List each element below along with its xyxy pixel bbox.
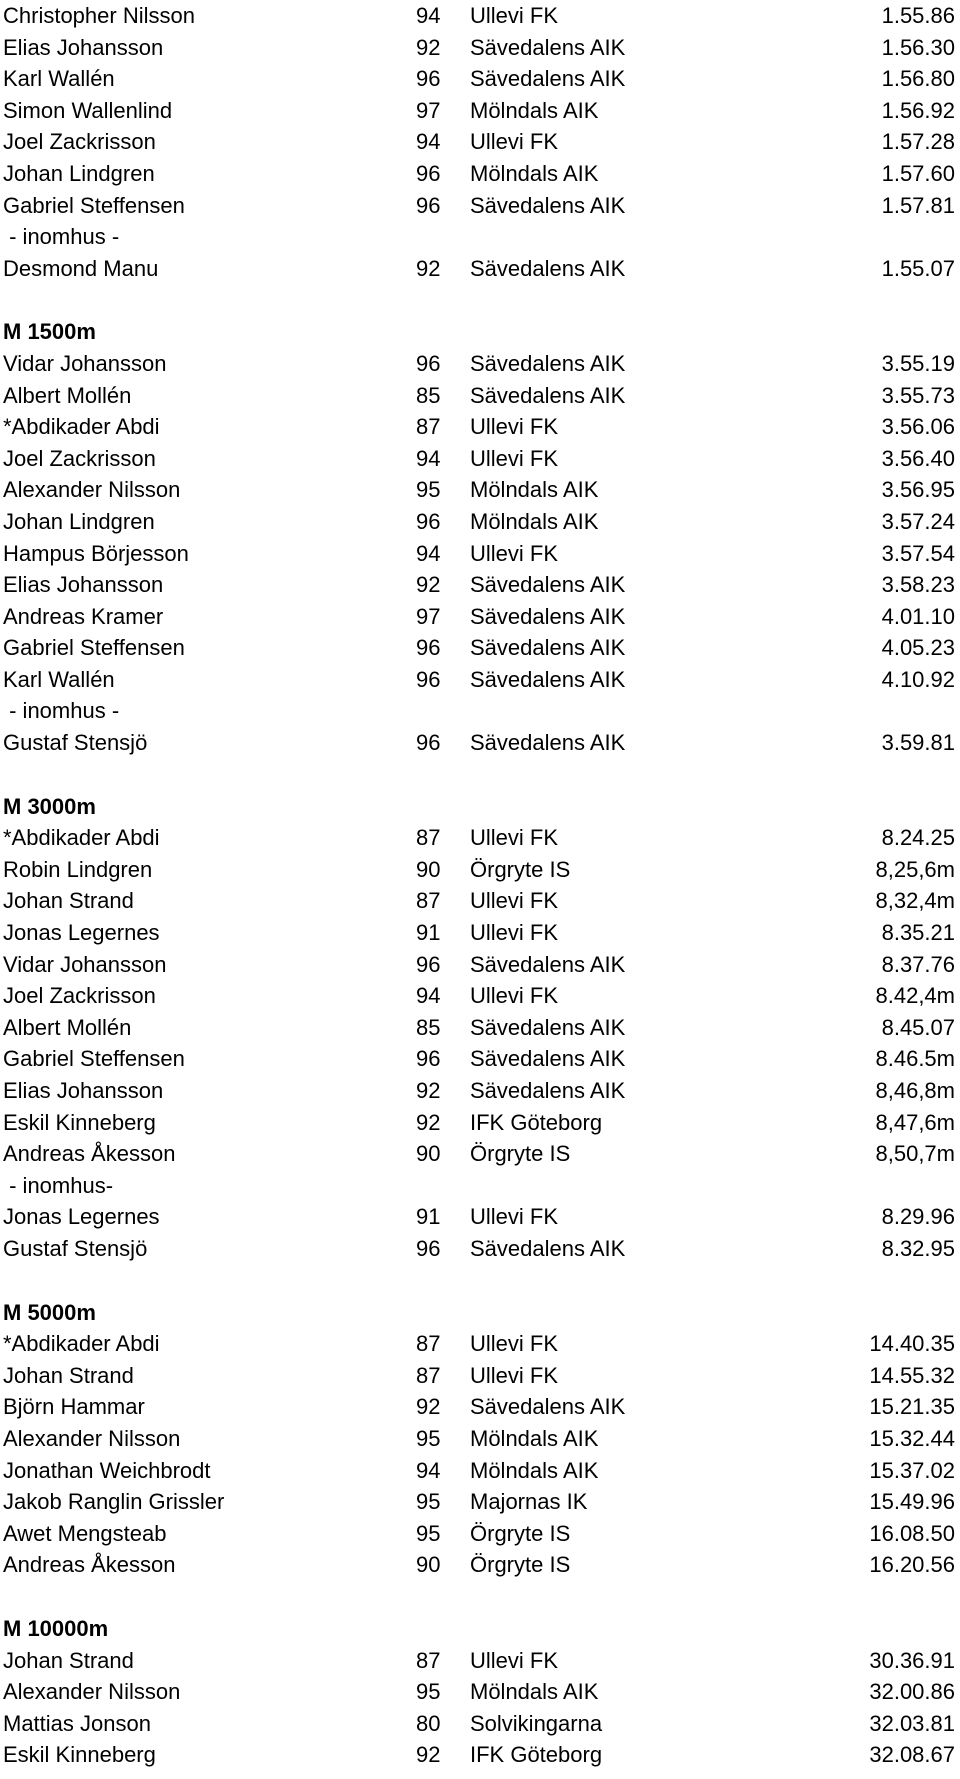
result-time: 8.45.07	[881, 1014, 955, 1040]
birth-year: 96	[416, 635, 441, 661]
result-row	[0, 474, 960, 506]
birth-year: 92	[416, 572, 441, 598]
club-name: Sävedalens AIK	[470, 1014, 626, 1040]
athlete-name: Eskil Kinneberg	[3, 1109, 156, 1135]
result-row	[0, 411, 960, 443]
result-row	[0, 664, 960, 696]
result-time: 8,25,6m	[875, 856, 955, 882]
athlete-name: Mattias Jonson	[3, 1710, 151, 1736]
athlete-name: Gustaf Stensjö	[3, 730, 148, 756]
birth-year: 90	[416, 1552, 441, 1578]
result-time: 15.37.02	[869, 1457, 955, 1483]
club-name: Sävedalens AIK	[470, 572, 626, 598]
result-time: 8.46.5m	[875, 1046, 955, 1072]
result-time: 15.32.44	[869, 1425, 955, 1451]
athlete-name: Johan Lindgren	[3, 160, 155, 186]
result-time: 1.56.92	[881, 97, 955, 123]
result-row	[0, 601, 960, 633]
athlete-name: Alexander Nilsson	[3, 1425, 181, 1451]
athlete-name: Gabriel Steffensen	[3, 635, 185, 661]
result-row	[0, 1708, 960, 1740]
athlete-name: Christopher Nilsson	[3, 3, 195, 28]
result-row	[0, 0, 960, 32]
result-time: 8.35.21	[881, 920, 955, 946]
result-time: 1.57.81	[881, 192, 955, 218]
athlete-name: Andreas Kramer	[3, 603, 164, 629]
result-row	[0, 1043, 960, 1075]
result-row	[0, 1549, 960, 1581]
athlete-name: *Abdikader Abdi	[3, 1331, 160, 1357]
event-heading-label: M 10000m	[3, 1615, 109, 1641]
club-name: Sävedalens AIK	[470, 730, 626, 756]
athlete-name: Johan Strand	[3, 1647, 134, 1673]
result-time: 3.56.95	[881, 477, 955, 503]
athlete-name: Joel Zackrisson	[3, 129, 156, 155]
birth-year: 95	[416, 1425, 441, 1451]
result-row	[0, 569, 960, 601]
club-name: Mölndals AIK	[470, 97, 599, 123]
event-section	[0, 316, 960, 758]
athlete-name: Elias Johansson	[3, 572, 164, 598]
result-row	[0, 1486, 960, 1518]
athlete-name: Andreas Åkesson	[3, 1552, 176, 1578]
club-name: Örgryte IS	[470, 856, 571, 882]
result-time: 32.00.86	[869, 1679, 955, 1705]
event-heading-label: M 3000m	[3, 793, 96, 819]
club-name: Mölndals AIK	[470, 1679, 599, 1705]
result-time: 3.56.06	[881, 414, 955, 440]
club-name: Sävedalens AIK	[470, 1235, 626, 1261]
athlete-name: Awet Mengsteab	[3, 1520, 167, 1546]
athlete-name: *Abdikader Abdi	[3, 825, 160, 851]
birth-year: 95	[416, 1679, 441, 1705]
result-row	[0, 190, 960, 222]
club-name: Ullevi FK	[470, 1647, 559, 1673]
club-name: Solvikingarna	[470, 1710, 603, 1736]
result-time: 3.55.73	[881, 382, 955, 408]
result-row	[0, 1201, 960, 1233]
club-name: Sävedalens AIK	[470, 34, 626, 60]
club-name: Sävedalens AIK	[470, 255, 626, 281]
event-heading	[0, 1297, 960, 1329]
result-row	[0, 854, 960, 886]
club-name: Ullevi FK	[470, 1362, 559, 1388]
birth-year: 87	[416, 888, 441, 914]
athlete-name: Desmond Manu	[3, 255, 159, 281]
result-time: 32.03.81	[869, 1710, 955, 1736]
result-row	[0, 253, 960, 285]
club-name: Ullevi FK	[470, 1204, 559, 1230]
club-name: Sävedalens AIK	[470, 1046, 626, 1072]
result-row	[0, 822, 960, 854]
birth-year: 92	[416, 1109, 441, 1135]
athlete-name: Alexander Nilsson	[3, 477, 181, 503]
club-name: Sävedalens AIK	[470, 603, 626, 629]
result-row	[0, 1739, 960, 1771]
birth-year: 96	[416, 350, 441, 376]
club-name: Majornas IK	[470, 1489, 588, 1515]
club-name: Mölndals AIK	[470, 477, 599, 503]
club-name: Sävedalens AIK	[470, 635, 626, 661]
birth-year: 94	[416, 1457, 441, 1483]
birth-year: 96	[416, 951, 441, 977]
birth-year: 96	[416, 192, 441, 218]
club-name: Ullevi FK	[470, 3, 559, 28]
athlete-name: Jonas Legernes	[3, 1204, 160, 1230]
result-time: 16.20.56	[869, 1552, 955, 1578]
club-name: Sävedalens AIK	[470, 1078, 626, 1103]
result-row	[0, 632, 960, 664]
club-name: Mölndals AIK	[470, 1457, 599, 1483]
birth-year: 96	[416, 666, 441, 692]
result-time: 3.57.54	[881, 540, 955, 566]
event-section	[0, 791, 960, 1265]
result-row	[0, 949, 960, 981]
birth-year: 94	[416, 983, 441, 1009]
result-time: 8,47,6m	[875, 1109, 955, 1135]
athlete-name: Simon Wallenlind	[3, 97, 173, 123]
result-row	[0, 1075, 960, 1107]
athlete-name: Johan Lindgren	[3, 508, 155, 534]
birth-year: 87	[416, 825, 441, 851]
club-name: Sävedalens AIK	[470, 192, 626, 218]
result-row	[0, 506, 960, 538]
event-heading-label: M 1500m	[3, 319, 96, 345]
athlete-name: Vidar Johansson	[3, 350, 167, 376]
club-name: Sävedalens AIK	[470, 666, 626, 692]
result-time: 8.32.95	[881, 1235, 955, 1261]
athlete-name: Albert Mollén	[3, 382, 132, 408]
result-time: 1.57.28	[881, 129, 955, 155]
result-time: 1.55.07	[881, 255, 955, 281]
birth-year: 96	[416, 1235, 441, 1261]
athlete-name: Karl Wallén	[3, 66, 115, 92]
result-row	[0, 1645, 960, 1677]
athlete-name: Björn Hammar	[3, 1394, 145, 1420]
result-time: 8.29.96	[881, 1204, 955, 1230]
result-time: 14.55.32	[869, 1362, 955, 1388]
result-time: 4.05.23	[881, 635, 955, 661]
birth-year: 97	[416, 603, 441, 629]
result-row	[0, 885, 960, 917]
athlete-name: Gabriel Steffensen	[3, 1046, 185, 1072]
indoor-subheading	[0, 695, 960, 727]
event-heading-label: M 5000m	[3, 1299, 96, 1325]
result-row	[0, 126, 960, 158]
result-time: 3.55.19	[881, 350, 955, 376]
result-time: 3.58.23	[881, 572, 955, 598]
birth-year: 90	[416, 1141, 441, 1167]
result-row	[0, 1455, 960, 1487]
indoor-subheading	[0, 1170, 960, 1202]
result-row	[0, 1138, 960, 1170]
birth-year: 92	[416, 1742, 441, 1768]
result-row	[0, 727, 960, 759]
club-name: Örgryte IS	[470, 1552, 571, 1578]
result-time: 8,46,8m	[875, 1078, 955, 1103]
result-time: 32.08.67	[869, 1742, 955, 1768]
club-name: Ullevi FK	[470, 414, 559, 440]
result-time: 4.10.92	[881, 666, 955, 692]
result-time: 8.42,4m	[875, 983, 955, 1009]
result-time: 3.56.40	[881, 445, 955, 471]
result-row	[0, 158, 960, 190]
club-name: Sävedalens AIK	[470, 350, 626, 376]
birth-year: 87	[416, 1647, 441, 1673]
birth-year: 97	[416, 97, 441, 123]
event-section	[0, 1297, 960, 1581]
club-name: Sävedalens AIK	[470, 951, 626, 977]
birth-year: 87	[416, 1331, 441, 1357]
club-name: Sävedalens AIK	[470, 1394, 626, 1420]
indoor-subheading-label: - inomhus -	[3, 224, 120, 250]
athlete-name: Alexander Nilsson	[3, 1679, 181, 1705]
event-section	[0, 1613, 960, 1771]
birth-year: 95	[416, 1520, 441, 1546]
birth-year: 95	[416, 477, 441, 503]
birth-year: 96	[416, 730, 441, 756]
athlete-name: Robin Lindgren	[3, 856, 153, 882]
athlete-name: Jakob Ranglin Grissler	[3, 1489, 225, 1515]
event-heading	[0, 316, 960, 348]
club-name: IFK Göteborg	[470, 1109, 603, 1135]
club-name: Mölndals AIK	[470, 160, 599, 186]
club-name: Ullevi FK	[470, 129, 559, 155]
athlete-name: Andreas Åkesson	[3, 1141, 176, 1167]
club-name: Mölndals AIK	[470, 508, 599, 534]
athlete-name: Johan Strand	[3, 1362, 134, 1388]
club-name: Örgryte IS	[470, 1141, 571, 1167]
result-row	[0, 980, 960, 1012]
result-time: 30.36.91	[869, 1647, 955, 1673]
event-section	[0, 0, 960, 284]
club-name: Ullevi FK	[470, 540, 559, 566]
result-time: 8.24.25	[881, 825, 955, 851]
athlete-name: Elias Johansson	[3, 1078, 164, 1103]
club-name: Sävedalens AIK	[470, 66, 626, 92]
birth-year: 92	[416, 1078, 441, 1103]
result-time: 3.59.81	[881, 730, 955, 756]
indoor-subheading	[0, 221, 960, 253]
athlete-name: *Abdikader Abdi	[3, 414, 160, 440]
result-row	[0, 1107, 960, 1139]
birth-year: 95	[416, 1489, 441, 1515]
birth-year: 87	[416, 414, 441, 440]
result-row	[0, 1328, 960, 1360]
club-name: Sävedalens AIK	[470, 382, 626, 408]
birth-year: 94	[416, 445, 441, 471]
result-row	[0, 1676, 960, 1708]
birth-year: 94	[416, 3, 441, 28]
birth-year: 92	[416, 34, 441, 60]
result-row	[0, 95, 960, 127]
result-time: 1.57.60	[881, 160, 955, 186]
result-time: 1.55.86	[881, 3, 955, 28]
result-row	[0, 1391, 960, 1423]
birth-year: 85	[416, 1014, 441, 1040]
birth-year: 92	[416, 255, 441, 281]
result-row	[0, 380, 960, 412]
indoor-subheading-label: - inomhus -	[3, 698, 120, 724]
club-name: Ullevi FK	[470, 825, 559, 851]
result-time: 4.01.10	[881, 603, 955, 629]
result-time: 14.40.35	[869, 1331, 955, 1357]
athlete-name: Joel Zackrisson	[3, 983, 156, 1009]
birth-year: 91	[416, 920, 441, 946]
result-row	[0, 348, 960, 380]
athlete-name: Eskil Kinneberg	[3, 1742, 156, 1768]
result-row	[0, 443, 960, 475]
event-heading	[0, 1613, 960, 1645]
result-time: 8,50,7m	[875, 1141, 955, 1167]
result-time: 3.57.24	[881, 508, 955, 534]
birth-year: 94	[416, 540, 441, 566]
athlete-name: Albert Mollén	[3, 1014, 132, 1040]
club-name: Ullevi FK	[470, 1331, 559, 1357]
birth-year: 96	[416, 160, 441, 186]
athlete-name: Elias Johansson	[3, 34, 164, 60]
result-time: 1.56.30	[881, 34, 955, 60]
result-row	[0, 538, 960, 570]
result-time: 15.49.96	[869, 1489, 955, 1515]
club-name: IFK Göteborg	[470, 1742, 603, 1768]
club-name: Mölndals AIK	[470, 1425, 599, 1451]
birth-year: 87	[416, 1362, 441, 1388]
club-name: Ullevi FK	[470, 920, 559, 946]
club-name: Ullevi FK	[470, 445, 559, 471]
result-time: 1.56.80	[881, 66, 955, 92]
athlete-name: Hampus Börjesson	[3, 540, 189, 566]
club-name: Ullevi FK	[470, 983, 559, 1009]
result-time: 16.08.50	[869, 1520, 955, 1546]
result-time: 15.21.35	[869, 1394, 955, 1420]
result-row	[0, 1233, 960, 1265]
result-row	[0, 1012, 960, 1044]
result-row	[0, 1360, 960, 1392]
birth-year: 91	[416, 1204, 441, 1230]
result-row	[0, 63, 960, 95]
result-row	[0, 1518, 960, 1550]
event-heading	[0, 791, 960, 823]
indoor-subheading-label: - inomhus-	[3, 1172, 114, 1198]
result-row	[0, 917, 960, 949]
result-row	[0, 1423, 960, 1455]
athlete-name: Johan Strand	[3, 888, 134, 914]
result-time: 8.37.76	[881, 951, 955, 977]
birth-year: 96	[416, 66, 441, 92]
result-row	[0, 32, 960, 64]
result-time: 8,32,4m	[875, 888, 955, 914]
birth-year: 85	[416, 382, 441, 408]
athlete-name: Gabriel Steffensen	[3, 192, 185, 218]
athlete-name: Vidar Johansson	[3, 951, 167, 977]
athlete-name: Karl Wallén	[3, 666, 115, 692]
athlete-name: Jonathan Weichbrodt	[3, 1457, 211, 1483]
athlete-name: Joel Zackrisson	[3, 445, 156, 471]
birth-year: 92	[416, 1394, 441, 1420]
birth-year: 94	[416, 129, 441, 155]
birth-year: 96	[416, 508, 441, 534]
birth-year: 90	[416, 856, 441, 882]
club-name: Ullevi FK	[470, 888, 559, 914]
club-name: Örgryte IS	[470, 1520, 571, 1546]
birth-year: 96	[416, 1046, 441, 1072]
birth-year: 80	[416, 1710, 441, 1736]
athlete-name: Jonas Legernes	[3, 920, 160, 946]
athlete-name: Gustaf Stensjö	[3, 1235, 148, 1261]
